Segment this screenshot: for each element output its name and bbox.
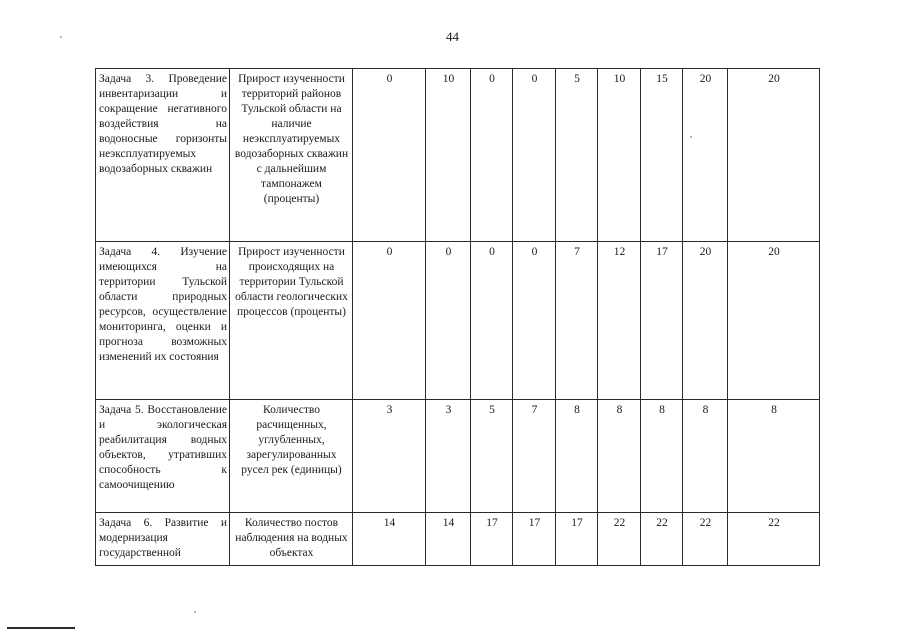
task-cell: Задача 6. Развитие и модернизация государственной: [96, 513, 230, 566]
scan-speck: [194, 611, 196, 613]
value-cell: 15: [641, 69, 683, 242]
task-cell: Задача 4. Изучение имеющихся на территории Тульской области природных ресурсов, осуществление мониторинга, оценки и прогноза возможных изменений их состояния: [96, 242, 230, 400]
value-cell: 5: [471, 400, 513, 513]
value-cell: 17: [641, 242, 683, 400]
value-cell: 12: [598, 242, 641, 400]
value-cell: 20: [728, 242, 820, 400]
value-cell: 0: [353, 69, 426, 242]
task-cell: Задача 5. Восстановление и экологическая реабилитация водных объектов, утративших способность к самоочищению: [96, 400, 230, 513]
value-cell: 3: [353, 400, 426, 513]
indicator-cell: Количество постов наблюдения на водных объектах: [230, 513, 353, 566]
value-cell: 22: [598, 513, 641, 566]
indicators-table: [95, 68, 820, 566]
value-cell: 10: [426, 69, 471, 242]
page-number: 44: [446, 29, 459, 44]
value-cell: 0: [471, 242, 513, 400]
value-cell: 0: [426, 242, 471, 400]
value-cell: 10: [598, 69, 641, 242]
value-cell: 17: [513, 513, 556, 566]
value-cell: 17: [556, 513, 598, 566]
value-cell: 20: [683, 69, 728, 242]
value-cell: 8: [683, 400, 728, 513]
scan-speck: [60, 36, 62, 38]
value-cell: 7: [513, 400, 556, 513]
value-cell: 14: [426, 513, 471, 566]
value-cell: 7: [556, 242, 598, 400]
value-cell: 22: [683, 513, 728, 566]
table-row: [96, 242, 820, 400]
table-row: [96, 69, 820, 242]
value-cell: 8: [598, 400, 641, 513]
value-cell: 8: [641, 400, 683, 513]
indicator-cell: Прирост изученности территорий районов Тульской области на наличие неэксплуатируемых водозаборных скважин с дальнейшим тампонажем (проценты): [230, 69, 353, 242]
value-cell: 8: [556, 400, 598, 513]
value-cell: 17: [471, 513, 513, 566]
value-cell: 0: [513, 69, 556, 242]
footer-rule: [7, 627, 75, 629]
task-cell: Задача 3. Проведение инвентаризации и сокращение негативного воздействия на водоносные горизонты неэксплуатируемых водозаборных скважин: [96, 69, 230, 242]
value-cell: 8: [728, 400, 820, 513]
value-cell: 20: [683, 242, 728, 400]
table-row: [96, 400, 820, 513]
scan-speck: [690, 136, 692, 138]
value-cell: 22: [641, 513, 683, 566]
table-row: [96, 513, 820, 566]
value-cell: 0: [353, 242, 426, 400]
value-cell: 20: [728, 69, 820, 242]
value-cell: 5: [556, 69, 598, 242]
value-cell: 22: [728, 513, 820, 566]
indicator-cell: Прирост изученности происходящих на территории Тульской области геологических процессов (проценты): [230, 242, 353, 400]
value-cell: 14: [353, 513, 426, 566]
indicator-cell: Количество расчищенных, углубленных, зарегулированных русел рек (единицы): [230, 400, 353, 513]
value-cell: 0: [471, 69, 513, 242]
value-cell: 3: [426, 400, 471, 513]
value-cell: 0: [513, 242, 556, 400]
